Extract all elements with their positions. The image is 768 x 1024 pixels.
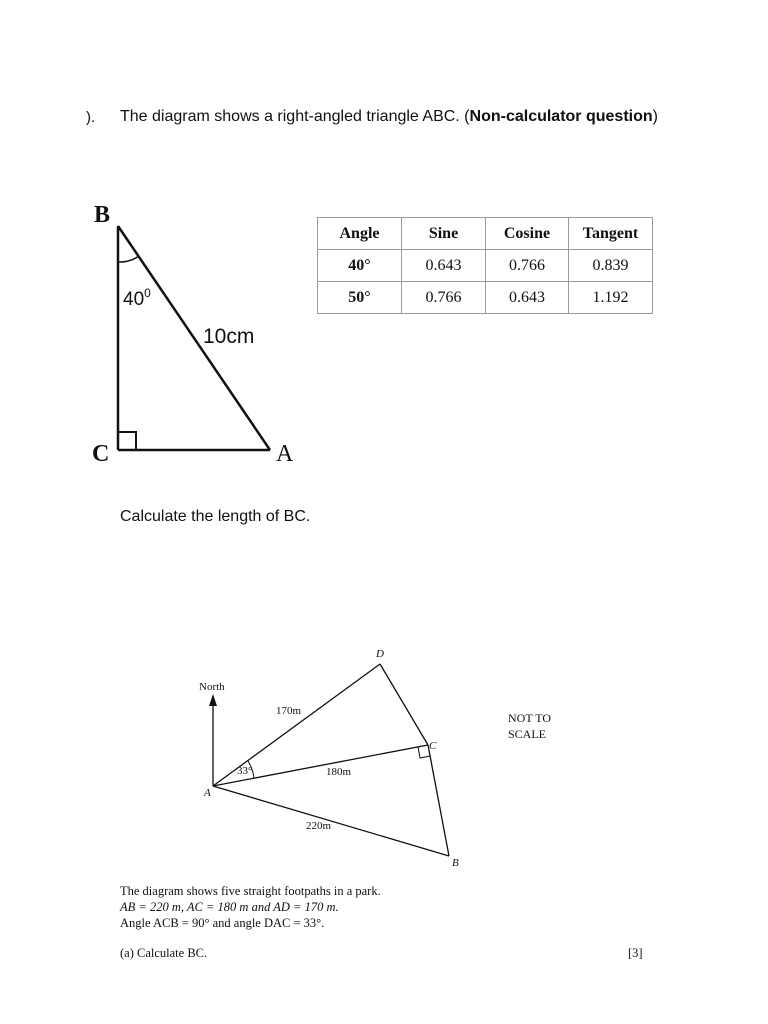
point-c-label: C [429,740,437,752]
path-cb [428,745,449,856]
table-cell: 0.766 [402,282,486,314]
park-desc-line3: Angle ACB = 90° and angle DAC = 33°. [120,916,325,930]
table-cell: 0.643 [486,282,569,314]
header-tangent: Tangent [569,218,653,250]
vertex-b-label: B [94,202,111,228]
question-text-end: ) [652,108,658,125]
marks-label: [3] [628,946,643,960]
table-cell: 40° [318,250,402,282]
angle-arc-b [118,256,139,262]
angle-40-base: 40 [123,289,145,310]
header-angle: Angle [318,218,402,250]
table-cell: 50° [318,282,402,314]
question-number: ). [86,109,96,126]
trig-table [317,217,653,314]
hypotenuse-label: 10cm [203,325,255,348]
vertex-a-label: A [276,441,294,467]
table-cell: 0.766 [486,250,569,282]
table-row [318,282,653,314]
right-angle-marker [118,432,136,450]
park-description [120,883,381,931]
table-cell: 1.192 [569,282,653,314]
angle-40-label [123,286,151,310]
angle-40-sup: 0 [144,286,151,300]
angle-33-label: 33° [237,765,253,777]
not-to-scale-note [508,710,551,742]
ab-length-label: 220m [306,820,332,832]
header-cosine: Cosine [486,218,569,250]
point-a-label: A [204,787,211,799]
path-dc [380,664,428,745]
trig-table-header-row [318,218,653,250]
park-desc-line2: AB = 220 m, AC = 180 m and AD = 170 m. [120,900,339,914]
question-text-main: The diagram shows a right-angled triangle ABC. ( [120,108,470,125]
north-label: North [199,681,225,693]
ac-length-label: 180m [326,766,352,778]
table-cell: 0.839 [569,250,653,282]
question-text-bold: Non-calculator question [469,108,653,125]
not-to-scale-line1: NOT TO [508,711,552,725]
north-arrow-head [209,694,217,706]
calculate-prompt: Calculate the length of BC. [120,508,311,525]
vertex-c-label: C [92,441,110,467]
point-b-label: B [452,857,459,869]
part-a-question: (a) Calculate BC. [120,946,208,960]
ad-length-label: 170m [276,705,302,717]
park-desc-line1: The diagram shows five straight footpaths in a park. [120,884,381,898]
table-cell: 0.643 [402,250,486,282]
point-d-label: D [376,648,384,660]
not-to-scale-line2: SCALE [508,727,547,741]
header-sine: Sine [402,218,486,250]
table-row [318,250,653,282]
